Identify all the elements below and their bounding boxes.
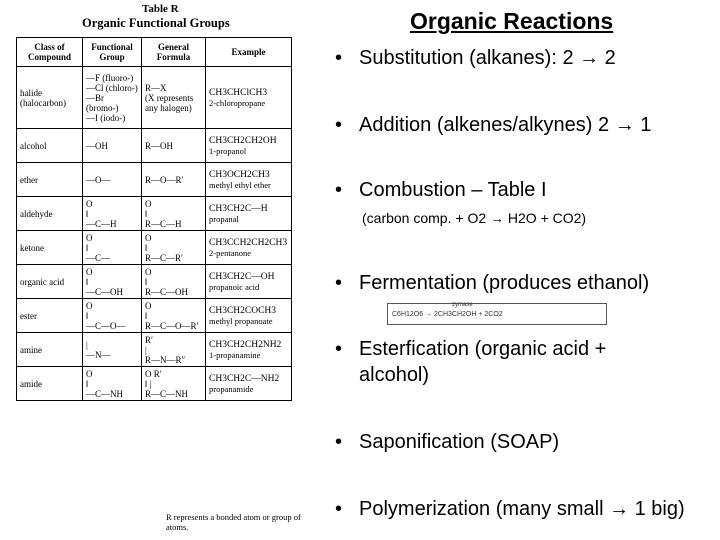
general-line: O [145,198,152,209]
table-r-panel [14,0,316,540]
example-formula: CH3CH2COCH3 [209,305,277,316]
example-formula: CH3OCH2CH3 [209,169,270,180]
example-formula: CH3CH2CH2OH [209,135,277,146]
header-example: Example [206,38,292,67]
bullet-icon: • [335,114,343,136]
group-line: ‖ [86,310,89,321]
cell-general-formula [142,197,206,231]
general-line: R′ [145,334,153,345]
general-line: R—C—R′ [145,252,183,263]
cell-general-formula [142,67,206,129]
reaction-text: Saponification (SOAP) [359,431,560,453]
general-line: R—C—OH [145,286,189,297]
bullet-icon: • [335,338,343,360]
example-formula: CH3CHClCH3 [209,87,268,98]
group-line: —Br (bromo-) [86,92,119,113]
general-line: ‖ [145,208,148,219]
group-line: —C— [86,252,111,263]
cell-example [206,367,292,401]
table-row [17,129,292,163]
cell-general-formula [142,367,206,401]
group-line: | [86,339,88,350]
example-name: 1-propanol [209,145,247,156]
cell-functional-group [83,163,142,197]
general-line: (X represents any halogen) [145,92,194,113]
group-line: ‖ [86,276,89,287]
cell-example [206,67,292,129]
cell-class: ester [17,299,83,333]
reaction-text: Esterfication (organic acid + alcohol) [359,338,607,386]
functional-groups-table [16,37,292,401]
bullet-icon: • [335,47,343,69]
example-formula: CH3CH2C—NH2 [209,373,280,384]
group-line: O [86,368,93,379]
group-line: —I (iodo-) [86,112,126,123]
group-line: —C—H [86,218,117,229]
example-name: propanamide [209,383,254,394]
cell-class: amide [17,367,83,401]
table-row [17,163,292,197]
cell-class: halide (halocarbon) [17,67,83,129]
cell-functional-group [83,265,142,299]
general-line: ‖ | [145,378,152,389]
table-body [17,67,292,401]
cell-example [206,163,292,197]
group-line: —OH [86,140,108,151]
cell-example [206,129,292,163]
reaction-text: Fermentation (produces ethanol) [359,272,650,294]
example-name: 2-pentanone [209,247,252,258]
cell-class: organic acid [17,265,83,299]
general-line: | [145,344,147,355]
general-line: R—C—H [145,218,182,229]
reaction-text: Polymerization (many small → 1 big) [359,498,685,520]
cell-class: ether [17,163,83,197]
cell-functional-group [83,197,142,231]
cell-example [206,231,292,265]
cell-functional-group [83,67,142,129]
bullet-icon: • [335,272,343,294]
example-formula: CH3CH2C—OH [209,271,275,282]
bullet-icon: • [335,431,343,453]
table-row [17,299,292,333]
cell-example [206,299,292,333]
cell-example [206,265,292,299]
reaction-text: Addition (alkenes/alkynes) 2 → 1 [359,114,652,136]
cell-example [206,197,292,231]
header-general: General Formula [142,38,206,67]
group-line: ‖ [86,208,89,219]
table-row [17,367,292,401]
group-line: —C—OH [86,286,124,297]
cell-general-formula [142,129,206,163]
example-name: 1-propanamine [209,349,261,360]
general-line: R—N—R″ [145,354,186,365]
fermentation-equation: C6H12O6 → 2CH3CH2OH + 2CO2 [387,303,607,325]
example-name: propanoic acid [209,281,260,292]
example-name: methyl propanoate [209,315,273,326]
group-line: —F (fluoro-) [86,72,134,83]
general-line: R—OH [145,140,174,151]
cell-functional-group [83,299,142,333]
table-row [17,265,292,299]
group-line: —O— [86,174,111,185]
general-line: O [145,232,152,243]
bullet-icon: • [335,498,343,520]
group-line: ‖ [86,242,89,253]
bullet-icon: • [335,179,343,201]
header-group: Functional Group [83,38,142,67]
cell-general-formula [142,231,206,265]
general-line: O R′ [145,368,162,379]
table-row [17,231,292,265]
cell-functional-group [83,333,142,367]
table-row [17,197,292,231]
reaction-text: Combustion – Table I [359,179,547,201]
reaction-text: Substitution (alkanes): 2 → 2 [359,47,616,69]
example-name: 2-chloropropane [209,97,266,108]
general-line: R—C—O—R′ [145,320,199,331]
example-formula: CH3CCH2CH2CH3 [209,237,288,248]
table-row [17,67,292,129]
cell-class: ketone [17,231,83,265]
example-formula: CH3CH2C—H [209,203,268,214]
cell-general-formula [142,299,206,333]
cell-class: aldehyde [17,197,83,231]
group-line: ‖ [86,378,89,389]
cell-class: amine [17,333,83,367]
cell-functional-group [83,367,142,401]
group-line: O [86,232,93,243]
general-line: R—C—NH [145,388,189,399]
general-line: R—O—R′ [145,174,184,185]
table-subtitle: Organic Functional Groups [82,16,230,30]
group-line: —C—NH [86,388,124,399]
example-name: propanal [209,213,239,224]
cell-class: alcohol [17,129,83,163]
cell-general-formula [142,265,206,299]
group-line: —N— [86,349,111,360]
general-line: O [145,300,152,311]
group-line: —C—O— [86,320,126,331]
group-line: O [86,198,93,209]
cell-functional-group [83,231,142,265]
table-footnote: R represents a bonded atom or group of atoms. [166,512,301,532]
example-name: methyl ethyl ether [209,179,271,190]
cell-general-formula [142,333,206,367]
header-class: Class of Compound [17,38,83,67]
fermentation-enzyme: zymase [452,302,473,308]
general-line: R—X [145,82,167,93]
group-line: O [86,300,93,311]
group-line: —Cl (chloro-) [86,82,138,93]
cell-general-formula [142,163,206,197]
group-line: O [86,266,93,277]
table-header-row [17,38,292,67]
cell-functional-group [83,129,142,163]
table-row [17,333,292,367]
table-name: Table R [142,3,179,15]
combustion-detail: (carbon comp. + O2 → H2O + CO2) [362,210,587,226]
reactions-title: Organic Reactions [410,8,614,34]
general-line: O [145,266,152,277]
cell-example [206,333,292,367]
general-line: ‖ [145,276,148,287]
example-formula: CH3CH2CH2NH2 [209,339,282,350]
general-line: ‖ [145,310,148,321]
general-line: ‖ [145,242,148,253]
